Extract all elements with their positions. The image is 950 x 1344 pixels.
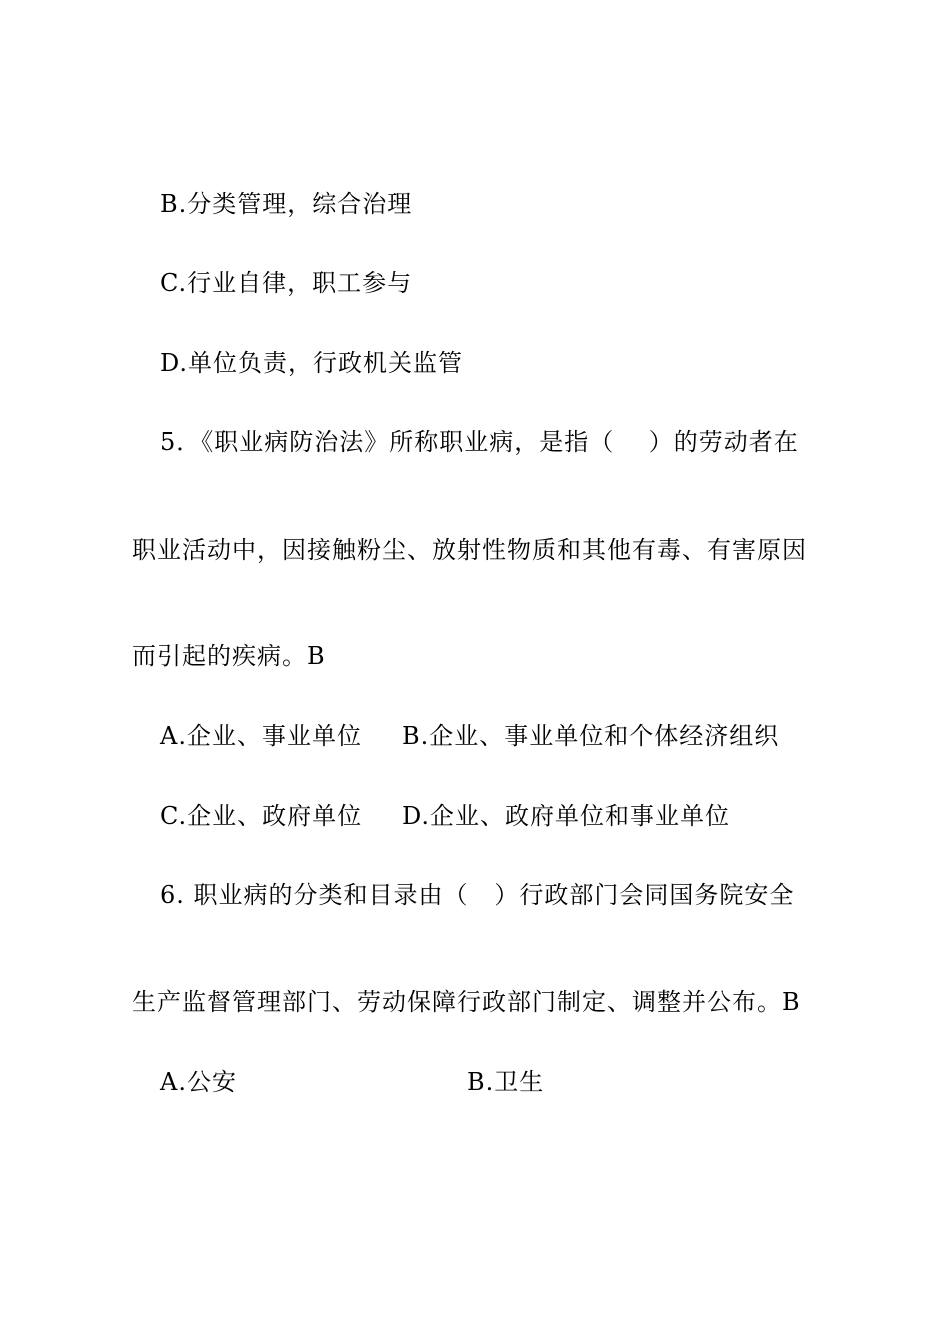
q5-option-b: B.企业、事业单位和个体经济组织 bbox=[402, 722, 780, 750]
q5-text-line-3: 而引起的疾病。B bbox=[132, 642, 326, 670]
q4-option-c: C.行业自律，职工参与 bbox=[160, 269, 413, 297]
q6-text-line-1: 6. 职业病的分类和目录由（ ）行政部门会同国务院安全 bbox=[160, 881, 795, 909]
q5-option-d: D.企业、政府单位和事业单位 bbox=[402, 802, 731, 830]
q4-option-d: D.单位负责，行政机关监管 bbox=[160, 349, 464, 377]
q5-text-line-1: 5．《职业病防治法》所称职业病，是指（ ）的劳动者在 bbox=[160, 428, 799, 456]
q5-text-line-2: 职业活动中，因接触粉尘、放射性物质和其他有毒、有害原因 bbox=[132, 536, 807, 564]
q5-option-a: A.企业、事业单位 bbox=[160, 722, 362, 750]
q4-option-b: B.分类管理，综合治理 bbox=[160, 190, 413, 218]
q5-option-c: C.企业、政府单位 bbox=[160, 802, 363, 830]
q6-text-line-2: 生产监督管理部门、劳动保障行政部门制定、调整并公布。B bbox=[132, 988, 801, 1016]
q6-option-a: A.公安 bbox=[160, 1068, 237, 1096]
q6-option-b: B.卫生 bbox=[467, 1068, 545, 1096]
